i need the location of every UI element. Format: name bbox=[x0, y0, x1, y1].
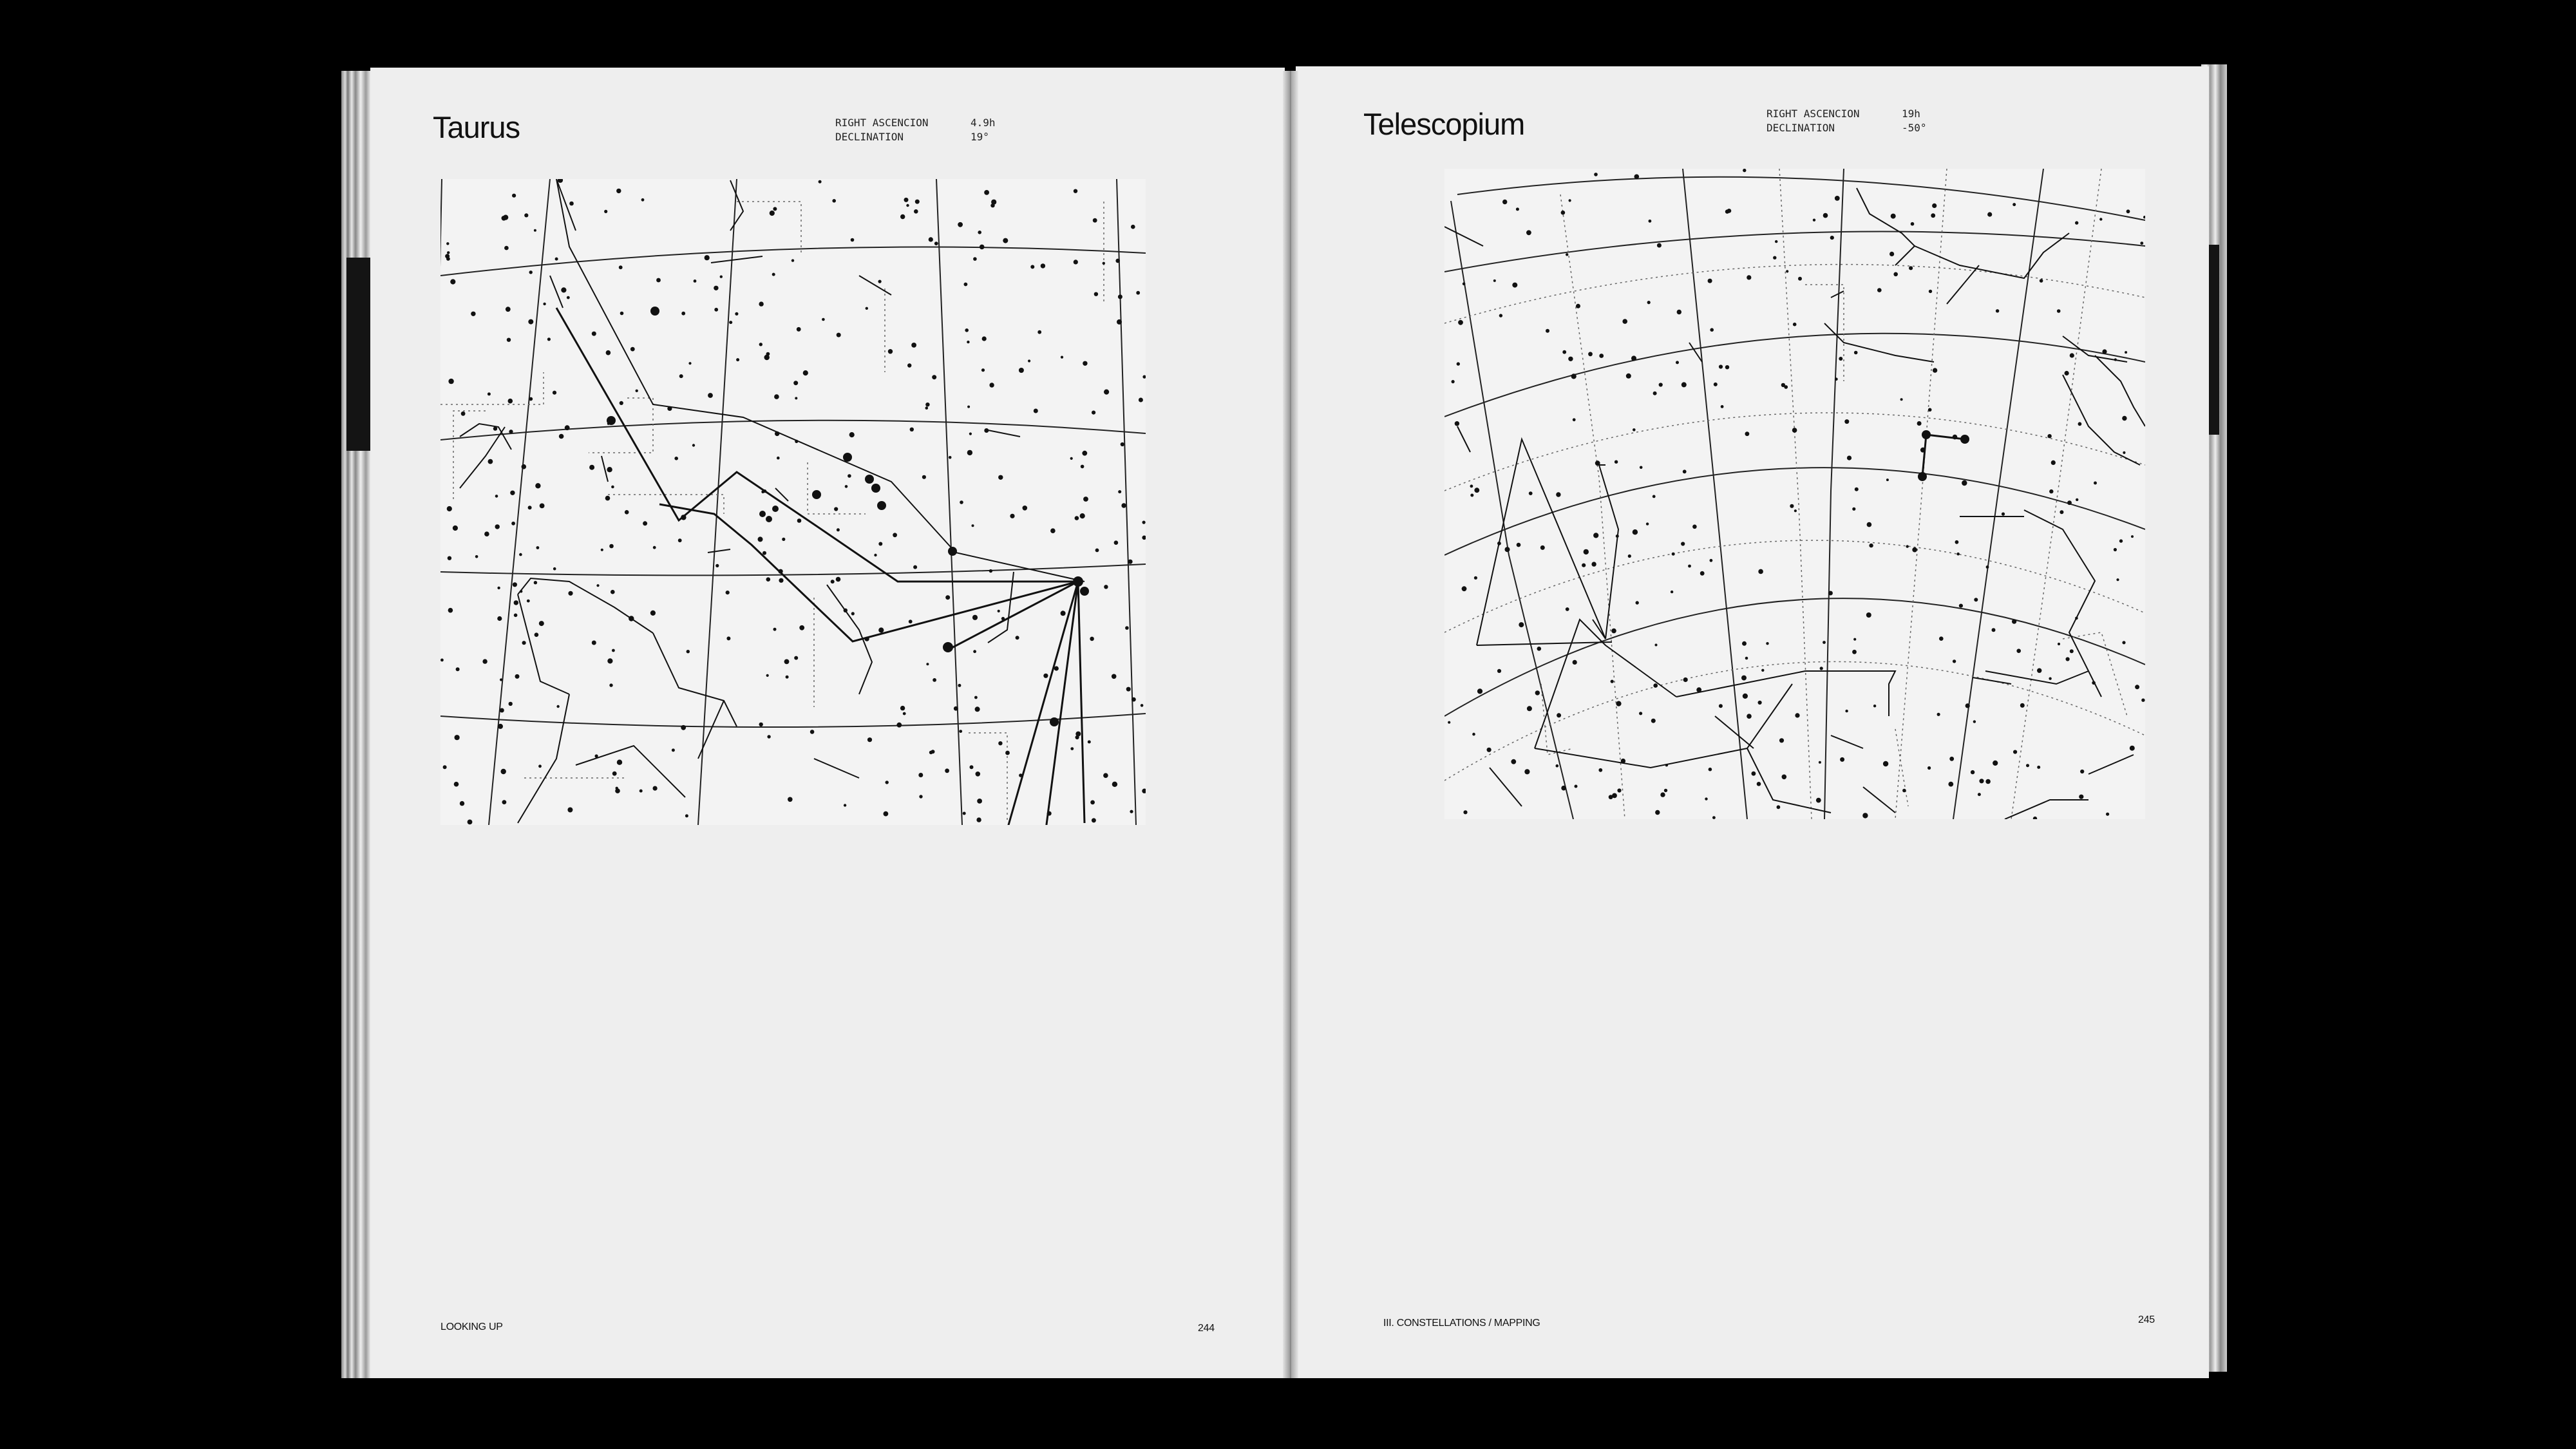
star-map-telescopium bbox=[1444, 169, 2145, 819]
dec-label: DECLINATION bbox=[1766, 122, 1835, 134]
running-footer: III. CONSTELLATIONS / MAPPING bbox=[1383, 1318, 1540, 1329]
coordinates-block bbox=[835, 116, 996, 144]
star-map-taurus bbox=[440, 179, 1146, 825]
ra-label: RIGHT ASCENCION bbox=[835, 117, 929, 129]
page-number: 245 bbox=[2138, 1314, 2155, 1325]
running-footer: LOOKING UP bbox=[440, 1321, 503, 1332]
dec-value: -50° bbox=[1902, 122, 1927, 134]
ra-value: 19h bbox=[1902, 108, 1920, 120]
ra-value: 4.9h bbox=[971, 117, 996, 129]
ra-label: RIGHT ASCENCION bbox=[1766, 108, 1860, 120]
constellation-title: Taurus bbox=[433, 110, 520, 144]
page-number: 244 bbox=[1198, 1323, 1215, 1334]
dec-label: DECLINATION bbox=[835, 131, 904, 143]
coordinates-block bbox=[1766, 107, 1927, 135]
book-gutter bbox=[1283, 71, 1298, 1378]
constellation-title: Telescopium bbox=[1363, 107, 1525, 141]
dec-value: 19° bbox=[971, 131, 989, 143]
